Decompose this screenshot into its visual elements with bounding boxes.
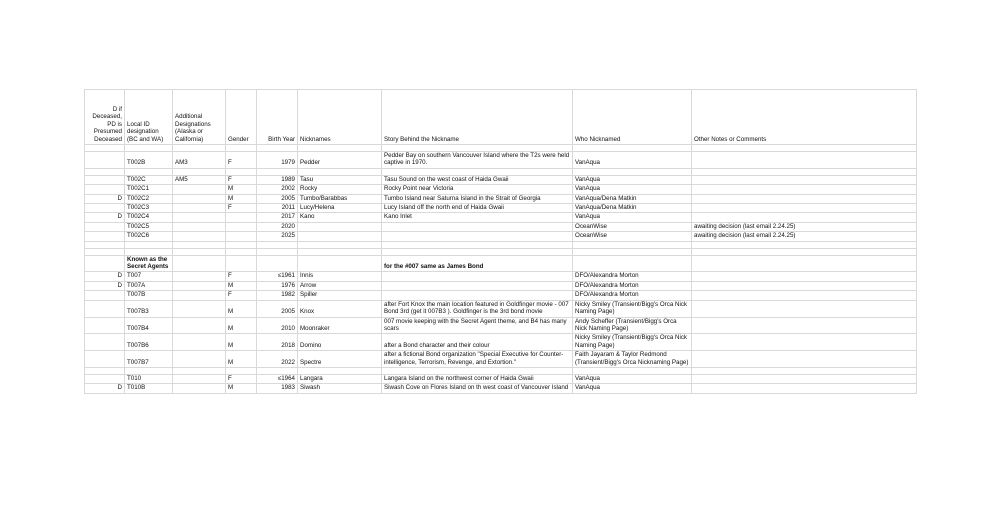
empty-cell [382,367,573,374]
nicknamed-by-cell: VanAqua [573,213,692,222]
designation-cell: AM3 [173,152,226,169]
empty-cell [85,145,125,152]
birth-year-cell: 2005 [257,300,298,317]
table-row [85,194,917,203]
designation-cell [173,317,226,334]
nicknamed-by-cell: OceanWise [573,232,692,241]
local-id-cell: T007B7 [125,351,173,368]
gender-cell [226,222,257,231]
nicknamed-by-cell: Nicky Smiley (Transient/Bigg's Orca Nick Naming Page) [573,334,692,351]
birth-year-cell: 2017 [257,213,298,222]
notes-cell: awaiting decision (last email 2.24.25) [692,222,917,231]
table-row [85,204,917,213]
empty-cell [692,145,917,152]
local-id-cell: T002C4 [125,213,173,222]
empty-cell [298,241,382,248]
birth-year-cell: 1979 [257,152,298,169]
nickname-cell: Innis [298,272,382,281]
status-cell [85,152,125,169]
header-nicknames: Nicknames [298,90,382,145]
empty-cell [573,145,692,152]
empty-cell [85,367,125,374]
designation-cell [173,185,226,194]
designation-cell [173,272,226,281]
empty-cell [125,241,173,248]
designation-cell [173,194,226,203]
table-row [85,334,917,351]
nickname-cell: Spectre [298,351,382,368]
empty-cell [692,168,917,175]
nicknamed-by-cell: OceanWise [573,222,692,231]
birth-year-cell: 2005 [257,194,298,203]
gender-cell: M [226,351,257,368]
empty-cell [573,168,692,175]
designation-cell [173,232,226,241]
story-cell: Langara Island on the northwest corner of Haida Gwaii [382,374,573,383]
designation-cell [173,374,226,383]
gender-cell: M [226,300,257,317]
nickname-cell: Langara [298,374,382,383]
gender-cell: M [226,185,257,194]
designation-cell [173,204,226,213]
header-notes: Other Notes or Comments [692,90,917,145]
notes-cell [692,204,917,213]
gender-cell [226,232,257,241]
designation-cell [173,222,226,231]
table-row [85,185,917,194]
nickname-cell: Kano [298,213,382,222]
nickname-cell: Tasu [298,175,382,184]
table-row [85,374,917,383]
nickname-cell: Tumbo/Barabbas [298,194,382,203]
gender-cell: F [226,374,257,383]
story-cell: Siwash Cove on Flores Island on th west coast of Vancouver Island [382,384,573,393]
status-cell [85,175,125,184]
gender-cell: F [226,272,257,281]
nicknamed-by-cell: Nicky Smiley (Transient/Bigg's Orca Nick Naming Page) [573,300,692,317]
empty-cell [226,241,257,248]
story-cell [382,281,573,290]
nickname-cell [298,232,382,241]
empty-cell [573,248,692,255]
empty-cell [692,248,917,255]
birth-year-cell: 2010 [257,317,298,334]
local-id-cell: T002C2 [125,194,173,203]
status-cell: D [85,384,125,393]
story-cell [382,222,573,231]
nicknamed-by-cell: DFO/Alexandra Morton [573,291,692,300]
header-local-id: Local ID designation (BC and WA) [125,90,173,145]
header-row [85,90,917,145]
empty-cell [125,145,173,152]
table-row [85,152,917,169]
spacer-row [85,248,917,255]
spacer-row [85,241,917,248]
empty-cell [226,248,257,255]
local-id-cell: T007 [125,272,173,281]
status-cell [85,185,125,194]
nickname-cell: Rocky [298,185,382,194]
empty-cell [125,248,173,255]
nicknamed-by-cell: VanAqua/Dena Matkin [573,204,692,213]
empty-cell [125,168,173,175]
status-cell [85,300,125,317]
empty-cell [382,248,573,255]
story-cell: after Fort Knox the main location featured in Goldfinger movie - 007 Bond 3rd (get it 007B3 ). Goldfinger is the 3rd bond movie [382,300,573,317]
local-id-cell: T002C [125,175,173,184]
table-row [85,291,917,300]
table-row [85,300,917,317]
table-row [85,281,917,290]
notes-cell [692,272,917,281]
nicknamed-by-cell: Andy Scheffer (Transient/Bigg's Orca Nick Naming Page) [573,317,692,334]
empty-cell [257,367,298,374]
nickname-cell: Pedder [298,152,382,169]
gender-cell: M [226,194,257,203]
status-cell: D [85,272,125,281]
empty-cell [573,241,692,248]
section-story: for the #007 same as James Bond [382,255,573,272]
nicknamed-by-cell: DFO/Alexandra Morton [573,281,692,290]
empty-cell [173,168,226,175]
empty-cell [692,367,917,374]
designation-cell [173,281,226,290]
gender-cell: M [226,334,257,351]
table-row [85,351,917,368]
notes-cell: awaiting decision (last email 2.24.25) [692,232,917,241]
notes-cell [692,175,917,184]
status-cell [85,351,125,368]
notes-cell [692,317,917,334]
notes-cell [692,194,917,203]
nickname-cell: Arrow [298,281,382,290]
gender-cell: F [226,204,257,213]
local-id-cell: T002C6 [125,232,173,241]
table-row [85,222,917,231]
empty-cell [573,255,692,272]
story-cell: Lucy Island off the north end of Haida Gwaii [382,204,573,213]
nicknamed-by-cell: VanAqua [573,185,692,194]
gender-cell: F [226,175,257,184]
birth-year-cell: 1976 [257,281,298,290]
header-who: Who Nicknamed [573,90,692,145]
empty-cell [85,241,125,248]
local-id-cell: T010B [125,384,173,393]
birth-year-cell: ≤1964 [257,374,298,383]
table-row [85,384,917,393]
empty-cell [226,168,257,175]
local-id-cell: T007B6 [125,334,173,351]
local-id-cell: T007B3 [125,300,173,317]
empty-cell [226,255,257,272]
nicknamed-by-cell: VanAqua [573,175,692,184]
gender-cell [226,213,257,222]
designation-cell: AM5 [173,175,226,184]
local-id-cell: T002C5 [125,222,173,231]
header-gender: Gender [226,90,257,145]
gender-cell: M [226,317,257,334]
story-cell: Tasu Sound on the west coast of Haida Gwaii [382,175,573,184]
designation-cell [173,334,226,351]
spacer-row [85,145,917,152]
nickname-cell [298,222,382,231]
story-cell: Pedder Bay on southern Vancouver Island where the T2s were held captive in 1970. [382,152,573,169]
section-row [85,255,917,272]
nickname-cell: Spiller [298,291,382,300]
story-cell: Rocky Point near Victoria [382,185,573,194]
empty-cell [257,241,298,248]
nicknamed-by-cell: VanAqua [573,384,692,393]
header-story: Story Behind the Nickname [382,90,573,145]
empty-cell [382,241,573,248]
spreadsheet-table [84,89,917,394]
nickname-cell: Knox [298,300,382,317]
empty-cell [257,255,298,272]
nickname-cell: Moonraker [298,317,382,334]
empty-cell [173,241,226,248]
notes-cell [692,185,917,194]
local-id-cell: T007B [125,291,173,300]
empty-cell [257,248,298,255]
birth-year-cell: ≤1961 [257,272,298,281]
birth-year-cell: 2011 [257,204,298,213]
status-cell [85,222,125,231]
empty-cell [85,255,125,272]
notes-cell [692,152,917,169]
empty-cell [382,145,573,152]
empty-cell [226,145,257,152]
story-cell [382,232,573,241]
designation-cell [173,384,226,393]
empty-cell [226,367,257,374]
notes-cell [692,291,917,300]
birth-year-cell: 1982 [257,291,298,300]
birth-year-cell: 2025 [257,232,298,241]
notes-cell [692,384,917,393]
table-row [85,232,917,241]
designation-cell [173,351,226,368]
birth-year-cell: 1989 [257,175,298,184]
table-body [85,90,917,394]
table-row [85,272,917,281]
birth-year-cell: 1983 [257,384,298,393]
section-label: Known as the Secret Agents [125,255,173,272]
birth-year-cell: 2002 [257,185,298,194]
header-additional: Additional Designations (Alaska or California) [173,90,226,145]
empty-cell [125,367,173,374]
nicknamed-by-cell: DFO/Alexandra Morton [573,272,692,281]
table-row [85,175,917,184]
empty-cell [173,255,226,272]
designation-cell [173,300,226,317]
empty-cell [692,241,917,248]
empty-cell [382,168,573,175]
empty-cell [298,255,382,272]
table-row [85,317,917,334]
status-cell [85,232,125,241]
empty-cell [173,367,226,374]
notes-cell [692,351,917,368]
gender-cell: F [226,291,257,300]
story-cell: Tumbo Island near Saturna Island in the Strait of Georgia [382,194,573,203]
empty-cell [173,145,226,152]
empty-cell [692,255,917,272]
status-cell [85,204,125,213]
gender-cell: F [226,152,257,169]
local-id-cell: T007A [125,281,173,290]
nicknamed-by-cell: VanAqua [573,152,692,169]
empty-cell [85,248,125,255]
status-cell: D [85,281,125,290]
local-id-cell: T010 [125,374,173,383]
status-cell [85,317,125,334]
nicknamed-by-cell: VanAqua/Dena Matkin [573,194,692,203]
spacer-row [85,168,917,175]
local-id-cell: T002B [125,152,173,169]
birth-year-cell: 2018 [257,334,298,351]
empty-cell [257,145,298,152]
story-cell: 007 movie keeping with the Secret Agent theme, and B4 has many scars [382,317,573,334]
header-birth-year: Birth Year [257,90,298,145]
empty-cell [257,168,298,175]
designation-cell [173,213,226,222]
status-cell [85,374,125,383]
status-cell [85,334,125,351]
nickname-cell: Siwash [298,384,382,393]
story-cell [382,291,573,300]
nicknamed-by-cell: Faith Jayaram & Taylor Redmond (Transient/Bigg's Orca Nicknaming Page) [573,351,692,368]
story-cell: after a Bond character and their colour [382,334,573,351]
empty-cell [298,145,382,152]
nickname-cell: Domino [298,334,382,351]
story-cell: Kano Inlet [382,213,573,222]
birth-year-cell: 2020 [257,222,298,231]
local-id-cell: T002C1 [125,185,173,194]
gender-cell: M [226,281,257,290]
local-id-cell: T002C3 [125,204,173,213]
local-id-cell: T007B4 [125,317,173,334]
header-status: D if Deceased, PD is Presumed Deceased [85,90,125,145]
story-cell: after a fictional Bond organization "Special Executive for Counter-intelligence, Terrorism, Revenge, and Extortion." [382,351,573,368]
notes-cell [692,374,917,383]
empty-cell [298,248,382,255]
status-cell [85,291,125,300]
status-cell: D [85,213,125,222]
nicknamed-by-cell: VanAqua [573,374,692,383]
table-row [85,213,917,222]
notes-cell [692,213,917,222]
notes-cell [692,334,917,351]
birth-year-cell: 2022 [257,351,298,368]
empty-cell [298,367,382,374]
designation-cell [173,291,226,300]
notes-cell [692,281,917,290]
gender-cell: M [226,384,257,393]
spacer-row [85,367,917,374]
status-cell: D [85,194,125,203]
notes-cell [692,300,917,317]
nickname-cell: Lucy/Helena [298,204,382,213]
story-cell [382,272,573,281]
empty-cell [298,168,382,175]
empty-cell [85,168,125,175]
empty-cell [573,367,692,374]
empty-cell [173,248,226,255]
